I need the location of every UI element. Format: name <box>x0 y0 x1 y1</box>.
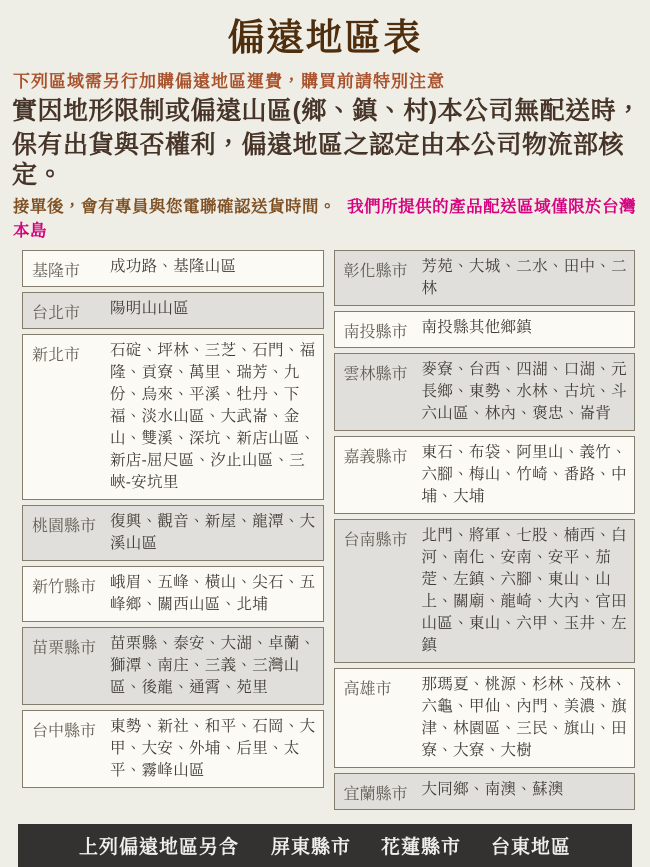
additional-areas-bar <box>18 824 632 867</box>
row-regions: 南投縣其他鄉鎮 <box>421 319 533 336</box>
row-label: 宜蘭縣市 <box>343 786 408 803</box>
delivery-policy-line-2: 保有出貨與否權利，偏遠地區之認定由本公司物流部核定。 <box>12 131 625 189</box>
row-label: 高雄市 <box>343 681 392 698</box>
right-column <box>334 250 636 810</box>
taiwan-island-only-note: 我們所提供的產品配送區域僅限於台灣本島 <box>13 198 637 240</box>
table-row-kaohsiung <box>334 668 636 768</box>
row-label: 新竹縣市 <box>32 579 97 596</box>
footer-area-taitung: 台東地區 <box>491 837 572 858</box>
table-row-miaoli <box>22 627 324 705</box>
contact-note <box>13 193 650 241</box>
page-title: 偏遠地區表 <box>227 17 423 58</box>
row-label: 新北市 <box>32 347 81 364</box>
table-row-nantou <box>334 311 636 348</box>
row-regions: 苗栗縣、泰安、大湖、卓蘭、獅潭、南庄、三義、三灣山區、後龍、通霄、苑里 <box>110 635 316 696</box>
row-regions: 峨眉、五峰、橫山、尖石、五峰鄉、關西山區、北埔 <box>110 574 316 613</box>
table-row-tainan <box>334 519 636 663</box>
table-row-yunlin <box>334 353 636 431</box>
surcharge-warning-text: 下列區域需另行加購偏遠地區運費，購買前請特別注意 <box>13 72 445 91</box>
left-column <box>22 250 324 788</box>
row-regions: 北門、將軍、七股、楠西、白河、南化、安南、安平、茄萣、左鎮、六腳、東山、山上、關廟、龍崎、大內、官田山區、東山、六甲、玉井、左鎮 <box>421 527 627 654</box>
table-row-changhua <box>334 250 636 306</box>
row-regions: 麥寮、台西、四湖、口湖、元長鄉、東勢、水林、古坑、斗六山區、林內、褒忠、崙背 <box>421 361 627 422</box>
footer-area-hualien: 花蓮縣市 <box>381 837 462 858</box>
row-label: 台中縣市 <box>32 723 97 740</box>
table-row-yilan <box>334 773 636 810</box>
row-label: 苗栗縣市 <box>32 640 97 657</box>
row-regions: 大同鄉、南澳、蘇澳 <box>421 781 564 798</box>
row-regions: 成功路、基隆山區 <box>110 258 237 275</box>
row-label: 台北市 <box>32 305 81 322</box>
delivery-policy-line-1: 實因地形限制或偏遠山區(鄉、鎮、村)本公司無配送時， <box>12 97 642 125</box>
row-regions: 東勢、新社、和平、石岡、大甲、大安、外埔、后里、太平、霧峰山區 <box>110 718 316 779</box>
remote-area-tables <box>22 250 635 810</box>
row-label: 雲林縣市 <box>343 366 408 383</box>
row-label: 基隆市 <box>32 263 81 280</box>
table-row-keelung <box>22 250 324 287</box>
table-row-taoyuan <box>22 505 324 561</box>
table-row-taipei <box>22 292 324 329</box>
footer-area-pingtung: 屏東縣市 <box>270 837 351 858</box>
row-regions: 復興、觀音、新屋、龍潭、大溪山區 <box>110 513 316 552</box>
footer-prefix: 上列偏遠地區另含 <box>78 837 239 858</box>
row-regions: 那瑪夏、桃源、杉林、茂林、六龜、甲仙、內門、美濃、旗津、林園區、三民、旗山、田寮、大寮、大樹 <box>421 676 627 759</box>
row-label: 台南縣市 <box>343 532 408 549</box>
row-label: 南投縣市 <box>343 324 408 341</box>
row-regions: 東石、布袋、阿里山、義竹、六腳、梅山、竹崎、番路、中埔、大埔 <box>421 444 627 505</box>
row-regions: 石碇、坪林、三芝、石門、福隆、貢寮、萬里、瑞芳、九份、烏來、平溪、牡丹、下福、淡水山區、大武崙、金山、雙溪、深坑、新店山區、新店-屈尺區、汐止山區、三峽-安坑里 <box>110 342 316 491</box>
table-row-chiayi <box>334 436 636 514</box>
row-label: 桃園縣市 <box>32 518 97 535</box>
row-regions: 芳苑、大城、二水、田中、二林 <box>421 258 627 297</box>
table-row-new-taipei <box>22 334 324 500</box>
table-row-hsinchu <box>22 566 324 622</box>
row-label: 嘉義縣市 <box>343 449 408 466</box>
contact-note-brown: 接單後，會有專員與您電聯確認送貨時間。 <box>13 198 336 216</box>
table-row-taichung <box>22 710 324 788</box>
row-label: 彰化縣市 <box>343 263 408 280</box>
row-regions: 陽明山山區 <box>110 300 190 317</box>
